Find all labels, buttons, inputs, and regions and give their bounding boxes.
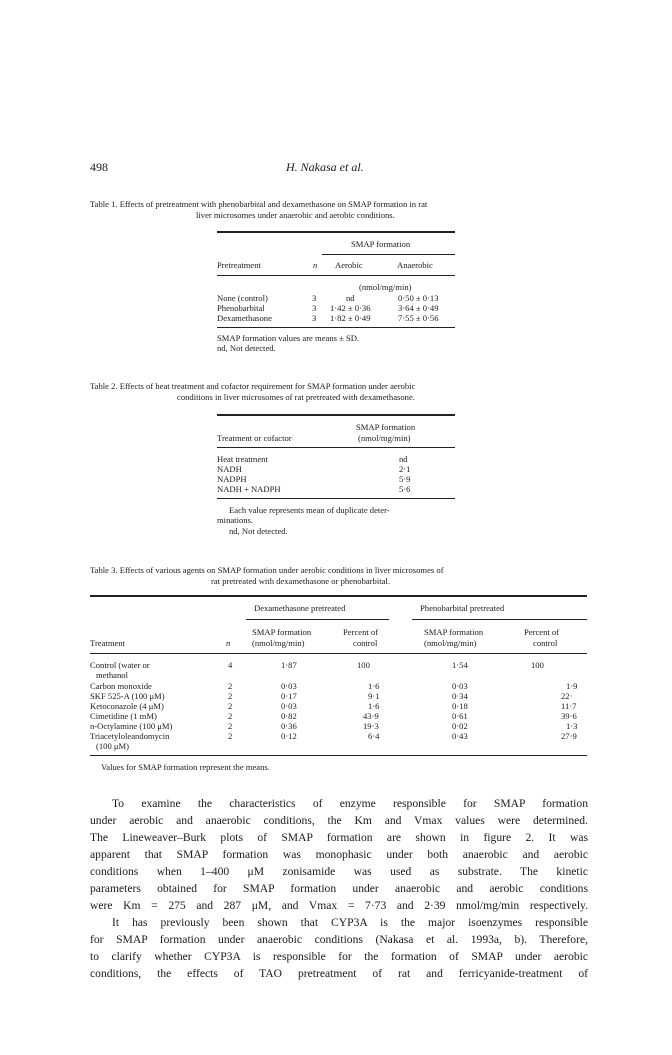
table-cell: 43·9 [363, 711, 379, 721]
table-cell: nd [399, 454, 408, 464]
body-line: for SMAP formation under anaerobic conditions (Nakasa et al. 1993a, b). Therefore, [90, 933, 588, 946]
body-line: apparent that SMAP formation was monophasic under both anaerobic and aerobic [90, 848, 588, 861]
table-3-group-pb: Phenobarbital pretreated [420, 603, 505, 613]
table-cell: 5·9 [399, 474, 411, 484]
table-cell: 0·34 [452, 691, 468, 701]
table-row: NADH + NADPH [217, 484, 281, 494]
table-3-group-rule-dex [246, 619, 389, 620]
table-3-col-smap-unit: (nmol/mg/min) [252, 638, 305, 648]
table-cell: 1·54 [452, 660, 468, 670]
table-cell: 0·18 [452, 701, 468, 711]
table-cell: 2·1 [399, 464, 411, 474]
body-line: conditions when 1–400 μM zonisamide was used as substrate. The kinetic [90, 865, 588, 878]
table-3-col-smap-unit: (nmol/mg/min) [424, 638, 477, 648]
table-row: methanol [96, 670, 128, 680]
table-row: None (control) [217, 293, 268, 303]
table-cell: 0·12 [281, 731, 297, 741]
table-cell: 0·43 [452, 731, 468, 741]
table-cell: 11·7 [561, 701, 577, 711]
table-2-note: Each value represents mean of duplicate deter- [229, 505, 390, 515]
table-1-caption-line-2: liver microsomes under anaerobic and aerobic conditions. [196, 210, 395, 220]
table-cell: 2 [228, 691, 233, 701]
table-cell: 100 [357, 660, 370, 670]
table-cell: 0·03 [281, 681, 297, 691]
table-row: Ketoconazole (4 μM) [90, 701, 164, 711]
table-cell: 3 [312, 293, 317, 303]
table-3-top-rule [90, 595, 587, 597]
table-cell: 19·3 [363, 721, 379, 731]
table-1-group-rule [322, 254, 455, 255]
table-2-header-rule [217, 447, 455, 448]
table-row: NADPH [217, 474, 247, 484]
table-2-note: minations. [217, 515, 254, 525]
table-cell: 2 [228, 721, 233, 731]
table-2-col-treatment: Treatment or cofactor [217, 433, 292, 443]
table-2-col-smap: SMAP formation [356, 422, 416, 432]
table-cell: 1·6 [368, 681, 380, 691]
table-cell: 0·03 [452, 681, 468, 691]
table-1-header-rule [217, 275, 455, 276]
table-cell: 3·64 ± 0·49 [398, 303, 439, 313]
table-row: Dexamethasone [217, 313, 272, 323]
table-row: NADH [217, 464, 242, 474]
table-cell: 6·4 [368, 731, 380, 741]
table-1-note: nd, Not detected. [217, 343, 276, 353]
table-2-col-smap-unit: (nmol/mg/min) [358, 433, 411, 443]
table-row: Carbon monoxide [90, 681, 152, 691]
table-1-unit: (nmol/mg/min) [359, 282, 412, 292]
table-3-note: Values for SMAP formation represent the means. [101, 762, 270, 772]
table-cell: 2 [228, 731, 233, 741]
table-cell: 1·9 [566, 681, 578, 691]
table-3-col-smap: SMAP formation [252, 627, 312, 637]
table-3-col-pct: Percent of [343, 627, 379, 637]
table-cell: 2 [228, 701, 233, 711]
table-row: SKF 525-A (100 μM) [90, 691, 165, 701]
table-3-group-rule-pb [412, 619, 587, 620]
table-3-col-n: n [226, 638, 231, 648]
table-1-bottom-rule [217, 327, 455, 328]
table-cell: 0·03 [281, 701, 297, 711]
table-cell: 1·42 ± 0·36 [330, 303, 371, 313]
table-2-caption-line-1: Table 2. Effects of heat treatment and cofactor requirement for SMAP formation under aerobic [90, 381, 416, 391]
table-3-col-pct-unit: control [533, 638, 558, 648]
table-row: Control (water or [90, 660, 150, 670]
table-cell: 2 [228, 711, 233, 721]
table-3-caption-line-1: Table 3. Effects of various agents on SMAP formation under aerobic conditions in liver microsomes of [90, 565, 444, 575]
table-2-note: nd, Not detected. [229, 526, 288, 536]
table-1-note: SMAP formation values are means ± SD. [217, 333, 360, 343]
table-3-group-dex: Dexamethasone pretreated [254, 603, 346, 613]
table-1-group-header: SMAP formation [351, 239, 411, 249]
table-cell: 3 [312, 303, 317, 313]
table-1-col-anaerobic: Anaerobic [397, 260, 433, 270]
table-cell: 0·17 [281, 691, 297, 701]
page-number: 498 [90, 160, 108, 174]
table-3-caption-line-2: rat pretreated with dexamethasone or phenobarbital. [211, 576, 390, 586]
table-row: n-Octylamine (100 μM) [90, 721, 173, 731]
table-cell: 0·36 [281, 721, 297, 731]
table-3-col-pct-unit: control [353, 638, 378, 648]
table-row: (100 μM) [96, 741, 130, 751]
table-cell: 4 [228, 660, 233, 670]
table-cell: 0·82 [281, 711, 297, 721]
table-cell: 0·02 [452, 721, 468, 731]
table-row: Heat treatment [217, 454, 268, 464]
table-3-col-smap: SMAP formation [424, 627, 484, 637]
table-cell: 0·50 ± 0·13 [398, 293, 439, 303]
body-line: To examine the characteristics of enzyme responsible for SMAP formation [112, 797, 588, 810]
table-1-col-pretreatment: Pretreatment [217, 260, 261, 270]
table-cell: 1·3 [566, 721, 578, 731]
running-header-authors: H. Nakasa et al. [286, 160, 364, 174]
table-cell: 39·6 [561, 711, 577, 721]
table-cell: 5·6 [399, 484, 411, 494]
table-1-top-rule [217, 231, 455, 233]
table-cell: 0·61 [452, 711, 468, 721]
body-line: under aerobic and anaerobic conditions, the Km and Vmax values were determined. [90, 814, 588, 827]
table-cell: 100 [531, 660, 544, 670]
table-cell: 2 [228, 681, 233, 691]
table-cell: 3 [312, 313, 317, 323]
body-line: to clarify whether CYP3A is responsible for the formation of SMAP under aerobic [90, 950, 588, 963]
table-3-col-pct: Percent of [524, 627, 560, 637]
table-cell: 22· [561, 691, 573, 701]
body-line: It has previously been shown that CYP3A is the major isoenzymes responsible [112, 916, 588, 929]
body-line: were Km = 275 and 287 μM, and Vmax = 7·73 and 2·39 nmol/mg/min respectively. [90, 899, 588, 912]
body-line: The Lineweaver–Burk plots of SMAP formation are shown in figure 2. It was [90, 831, 588, 844]
table-2-top-rule [217, 414, 455, 416]
table-cell: 1·87 [281, 660, 297, 670]
body-line: conditions, the effects of TAO pretreatment of rat and ferricyanide-treatment of [90, 967, 588, 980]
table-row: Phenobarbital [217, 303, 265, 313]
table-row: Triacetyloleandomycin [90, 731, 170, 741]
table-2-bottom-rule [217, 498, 455, 499]
table-cell: 9·1 [368, 691, 380, 701]
table-3-header-rule [90, 653, 587, 654]
table-cell: 1·82 ± 0·49 [330, 313, 371, 323]
table-3-bottom-rule [90, 755, 587, 756]
table-3-col-treatment: Treatment [90, 638, 126, 648]
table-row: Cimetidine (1 mM) [90, 711, 157, 721]
table-1-caption-line-1: Table 1. Effects of pretreatment with phenobarbital and dexamethasone on SMAP formation in rat [90, 199, 428, 209]
body-line: parameters obtained for SMAP formation under anaerobic and aerobic conditions [90, 882, 588, 895]
table-cell: nd [346, 293, 355, 303]
table-cell: 27·9 [561, 731, 577, 741]
table-cell: 7·55 ± 0·56 [398, 313, 439, 323]
table-1-col-n: n [313, 260, 318, 270]
table-1-col-aerobic: Aerobic [335, 260, 363, 270]
table-cell: 1·6 [368, 701, 380, 711]
table-2-caption-line-2: conditions in liver microsomes of rat pretreated with dexamethasone. [177, 392, 415, 402]
